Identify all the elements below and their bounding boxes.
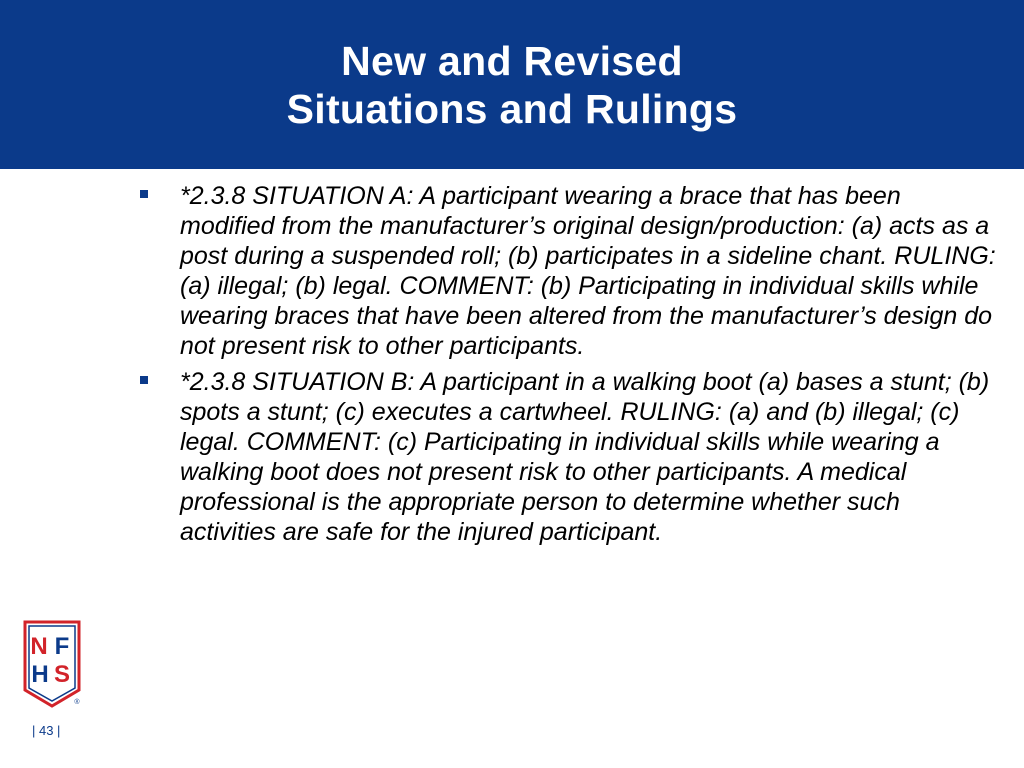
bullet-text-situation-b: *2.3.8 SITUATION B: A participant in a walking boot (a) bases a stunt; (b) spots a stunt; (c) executes a cartwheel. RULING: (a) and (b) illegal; (c) legal. COMMENT: (c) Participating in individual skills while wearing a walking boot does not present risk to other participants. A medical professional is the appropriate person to determine whether such activities are safe for the injured participant. bbox=[180, 368, 990, 546]
svg-text:S: S bbox=[53, 661, 71, 688]
slide-header bbox=[0, 0, 1024, 169]
svg-text:®: ® bbox=[74, 699, 80, 706]
square-bullet-icon bbox=[140, 376, 148, 384]
nfhs-logo bbox=[22, 620, 82, 708]
bullet-text-situation-a: *2.3.8 SITUATION A: A participant wearing a brace that has been modified from the manufacturer’s original design/production: (a) acts as a post during a suspended roll; (b) participates in a sideline chant. RULING: (a) illegal; (b) legal. COMMENT: (b) Participating in individual skills while wearing braces that have been altered from the manufacturer’s design do not present risk to other participants. bbox=[180, 182, 996, 360]
svg-text:H: H bbox=[31, 661, 49, 688]
square-bullet-icon bbox=[140, 190, 148, 198]
svg-text:N: N bbox=[30, 633, 48, 660]
slide-title-line-2: Situations and Rulings bbox=[286, 85, 738, 132]
bullet-item-situation-a bbox=[138, 181, 998, 361]
svg-text:F: F bbox=[54, 633, 70, 660]
bullet-list bbox=[138, 181, 998, 553]
slide-title-line-1: New and Revised bbox=[341, 37, 683, 84]
page-number: | 43 | bbox=[32, 723, 61, 738]
bullet-item-situation-b bbox=[138, 367, 998, 547]
